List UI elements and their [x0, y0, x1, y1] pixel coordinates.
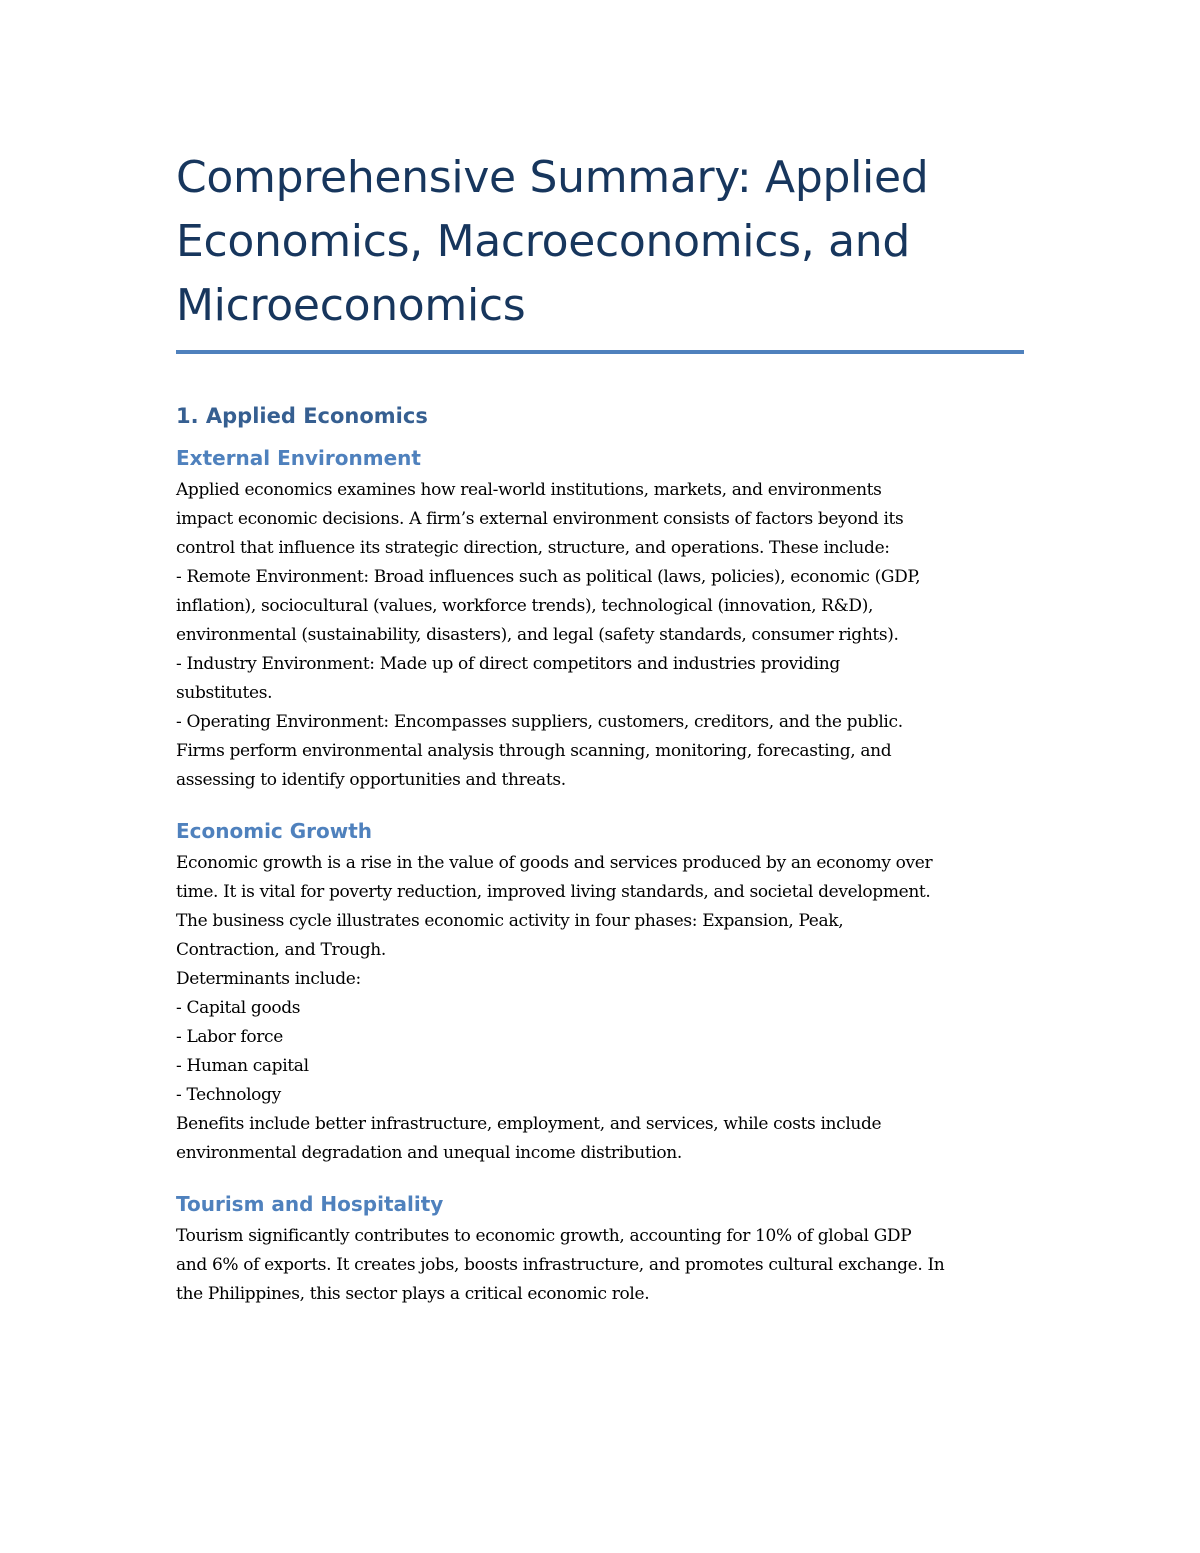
text-line: impact economic decisions. A firm’s external environment consists of factors beyond its [176, 509, 904, 529]
text-line: environmental degradation and unequal income distribution. [176, 1143, 682, 1163]
title-line: Economics, Macroeconomics, and [176, 216, 910, 267]
text-line: Contraction, and Trough. [176, 940, 386, 960]
paragraph-economic-growth [176, 849, 1024, 1168]
document-content [176, 146, 1024, 1309]
title-line: Microeconomics [176, 280, 526, 331]
document-title [176, 146, 1024, 338]
text-line: Applied economics examines how real-world institutions, markets, and environments [176, 480, 882, 500]
text-line: - Remote Environment: Broad influences such as political (laws, policies), economic (GDP, [176, 567, 921, 587]
subheading-economic-growth: Economic Growth [176, 819, 373, 843]
section-tourism-hospitality [176, 1190, 1024, 1309]
text-line: Determinants include: [176, 969, 361, 989]
heading-applied-economics: 1. Applied Economics [176, 404, 428, 428]
paragraph-tourism-hospitality [176, 1222, 1024, 1309]
list-item: - Labor force [176, 1027, 283, 1047]
section-economic-growth [176, 817, 1024, 1168]
list-item: - Capital goods [176, 998, 301, 1018]
subheading-tourism-hospitality: Tourism and Hospitality [176, 1192, 444, 1216]
subheading-external-environment: External Environment [176, 446, 421, 470]
text-line: time. It is vital for poverty reduction, improved living standards, and societal development. [176, 882, 931, 902]
section-external-environment [176, 444, 1024, 795]
text-line: substitutes. [176, 683, 273, 703]
text-line: assessing to identify opportunities and threats. [176, 770, 566, 790]
list-item: - Human capital [176, 1056, 309, 1076]
text-line: control that influence its strategic direction, structure, and operations. These include: [176, 538, 890, 558]
text-line: Firms perform environmental analysis through scanning, monitoring, forecasting, and [176, 741, 892, 761]
text-line: Benefits include better infrastructure, employment, and services, while costs include [176, 1114, 882, 1134]
text-line: inflation), sociocultural (values, workforce trends), technological (innovation, R&D), [176, 596, 874, 616]
paragraph-external-environment [176, 476, 1024, 795]
text-line: Tourism significantly contributes to economic growth, accounting for 10% of global GDP [176, 1226, 912, 1246]
text-line: Economic growth is a rise in the value of goods and services produced by an economy over [176, 853, 933, 873]
text-line: the Philippines, this sector plays a critical economic role. [176, 1284, 650, 1304]
title-underline-rule [176, 350, 1024, 354]
title-line: Comprehensive Summary: Applied [176, 152, 929, 203]
text-line: The business cycle illustrates economic activity in four phases: Expansion, Peak, [176, 911, 844, 931]
text-line: - Operating Environment: Encompasses suppliers, customers, creditors, and the public. [176, 712, 903, 732]
text-line: and 6% of exports. It creates jobs, boosts infrastructure, and promotes cultural exchange. In [176, 1255, 945, 1275]
list-item: - Technology [176, 1085, 281, 1105]
text-line: - Industry Environment: Made up of direct competitors and industries providing [176, 654, 840, 674]
text-line: environmental (sustainability, disasters), and legal (safety standards, consumer rights). [176, 625, 899, 645]
